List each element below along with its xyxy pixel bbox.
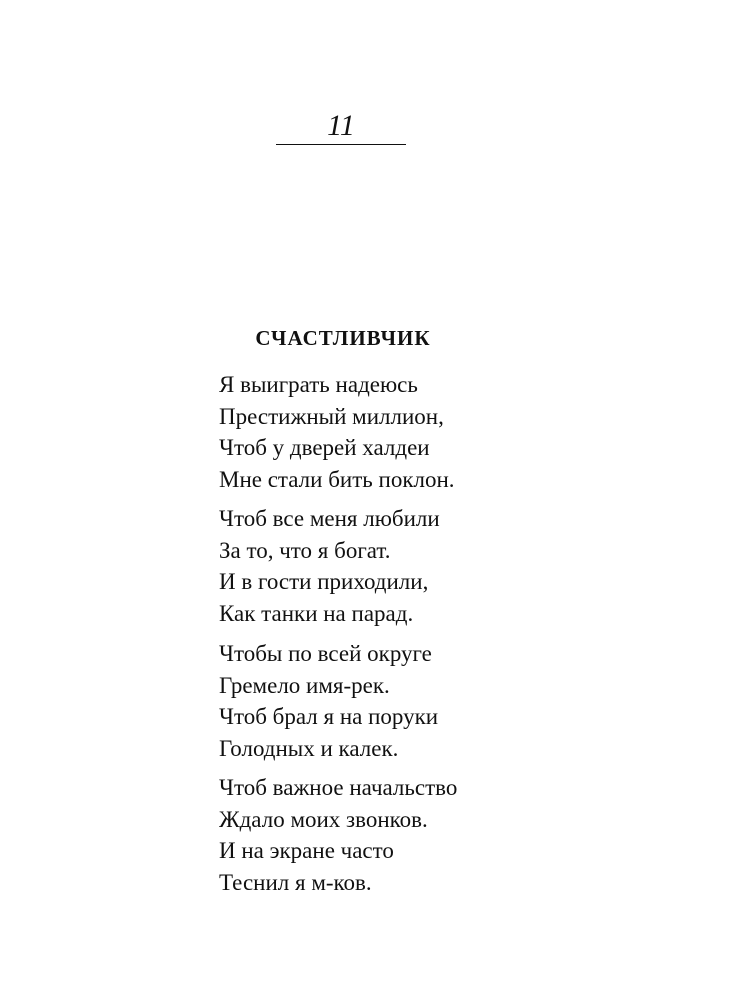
poem-line: За то, что я богат.: [219, 537, 391, 563]
poem-line: Мне стали бить поклон.: [219, 466, 455, 492]
poem-line: Чтоб важное начальство: [219, 775, 458, 800]
poem-line: Теснил я м-ков.: [219, 869, 372, 895]
poem-line: Чтобы по всей округе: [219, 641, 432, 666]
poem-line: Как танки на парад.: [219, 600, 414, 626]
stanza-2: [219, 503, 639, 629]
poem-line: Чтоб брал я на поруки: [219, 704, 439, 729]
stanza-1: [219, 369, 639, 495]
poem-line: Чтоб у дверей халдеи: [219, 435, 430, 460]
page-number: 11: [327, 109, 355, 142]
poem-line: Голодных и калек.: [219, 735, 399, 761]
poem-line: Престижный миллион,: [219, 403, 444, 429]
poem-line: Ждало моих звонков.: [219, 806, 428, 832]
stanza-3: [219, 638, 639, 764]
poem-line: Гремело имя-рек.: [219, 672, 390, 698]
poem-title: СЧАСТЛИВЧИК: [255, 326, 431, 350]
poem-line: Я выиграть надеюсь: [219, 372, 418, 397]
poem-line: И в гости приходили,: [219, 569, 429, 594]
poem-line: И на экране часто: [219, 838, 394, 863]
poem-line: Чтоб все меня любили: [219, 506, 440, 531]
stanza-4: [219, 772, 639, 898]
page-number-rule: [276, 144, 406, 145]
